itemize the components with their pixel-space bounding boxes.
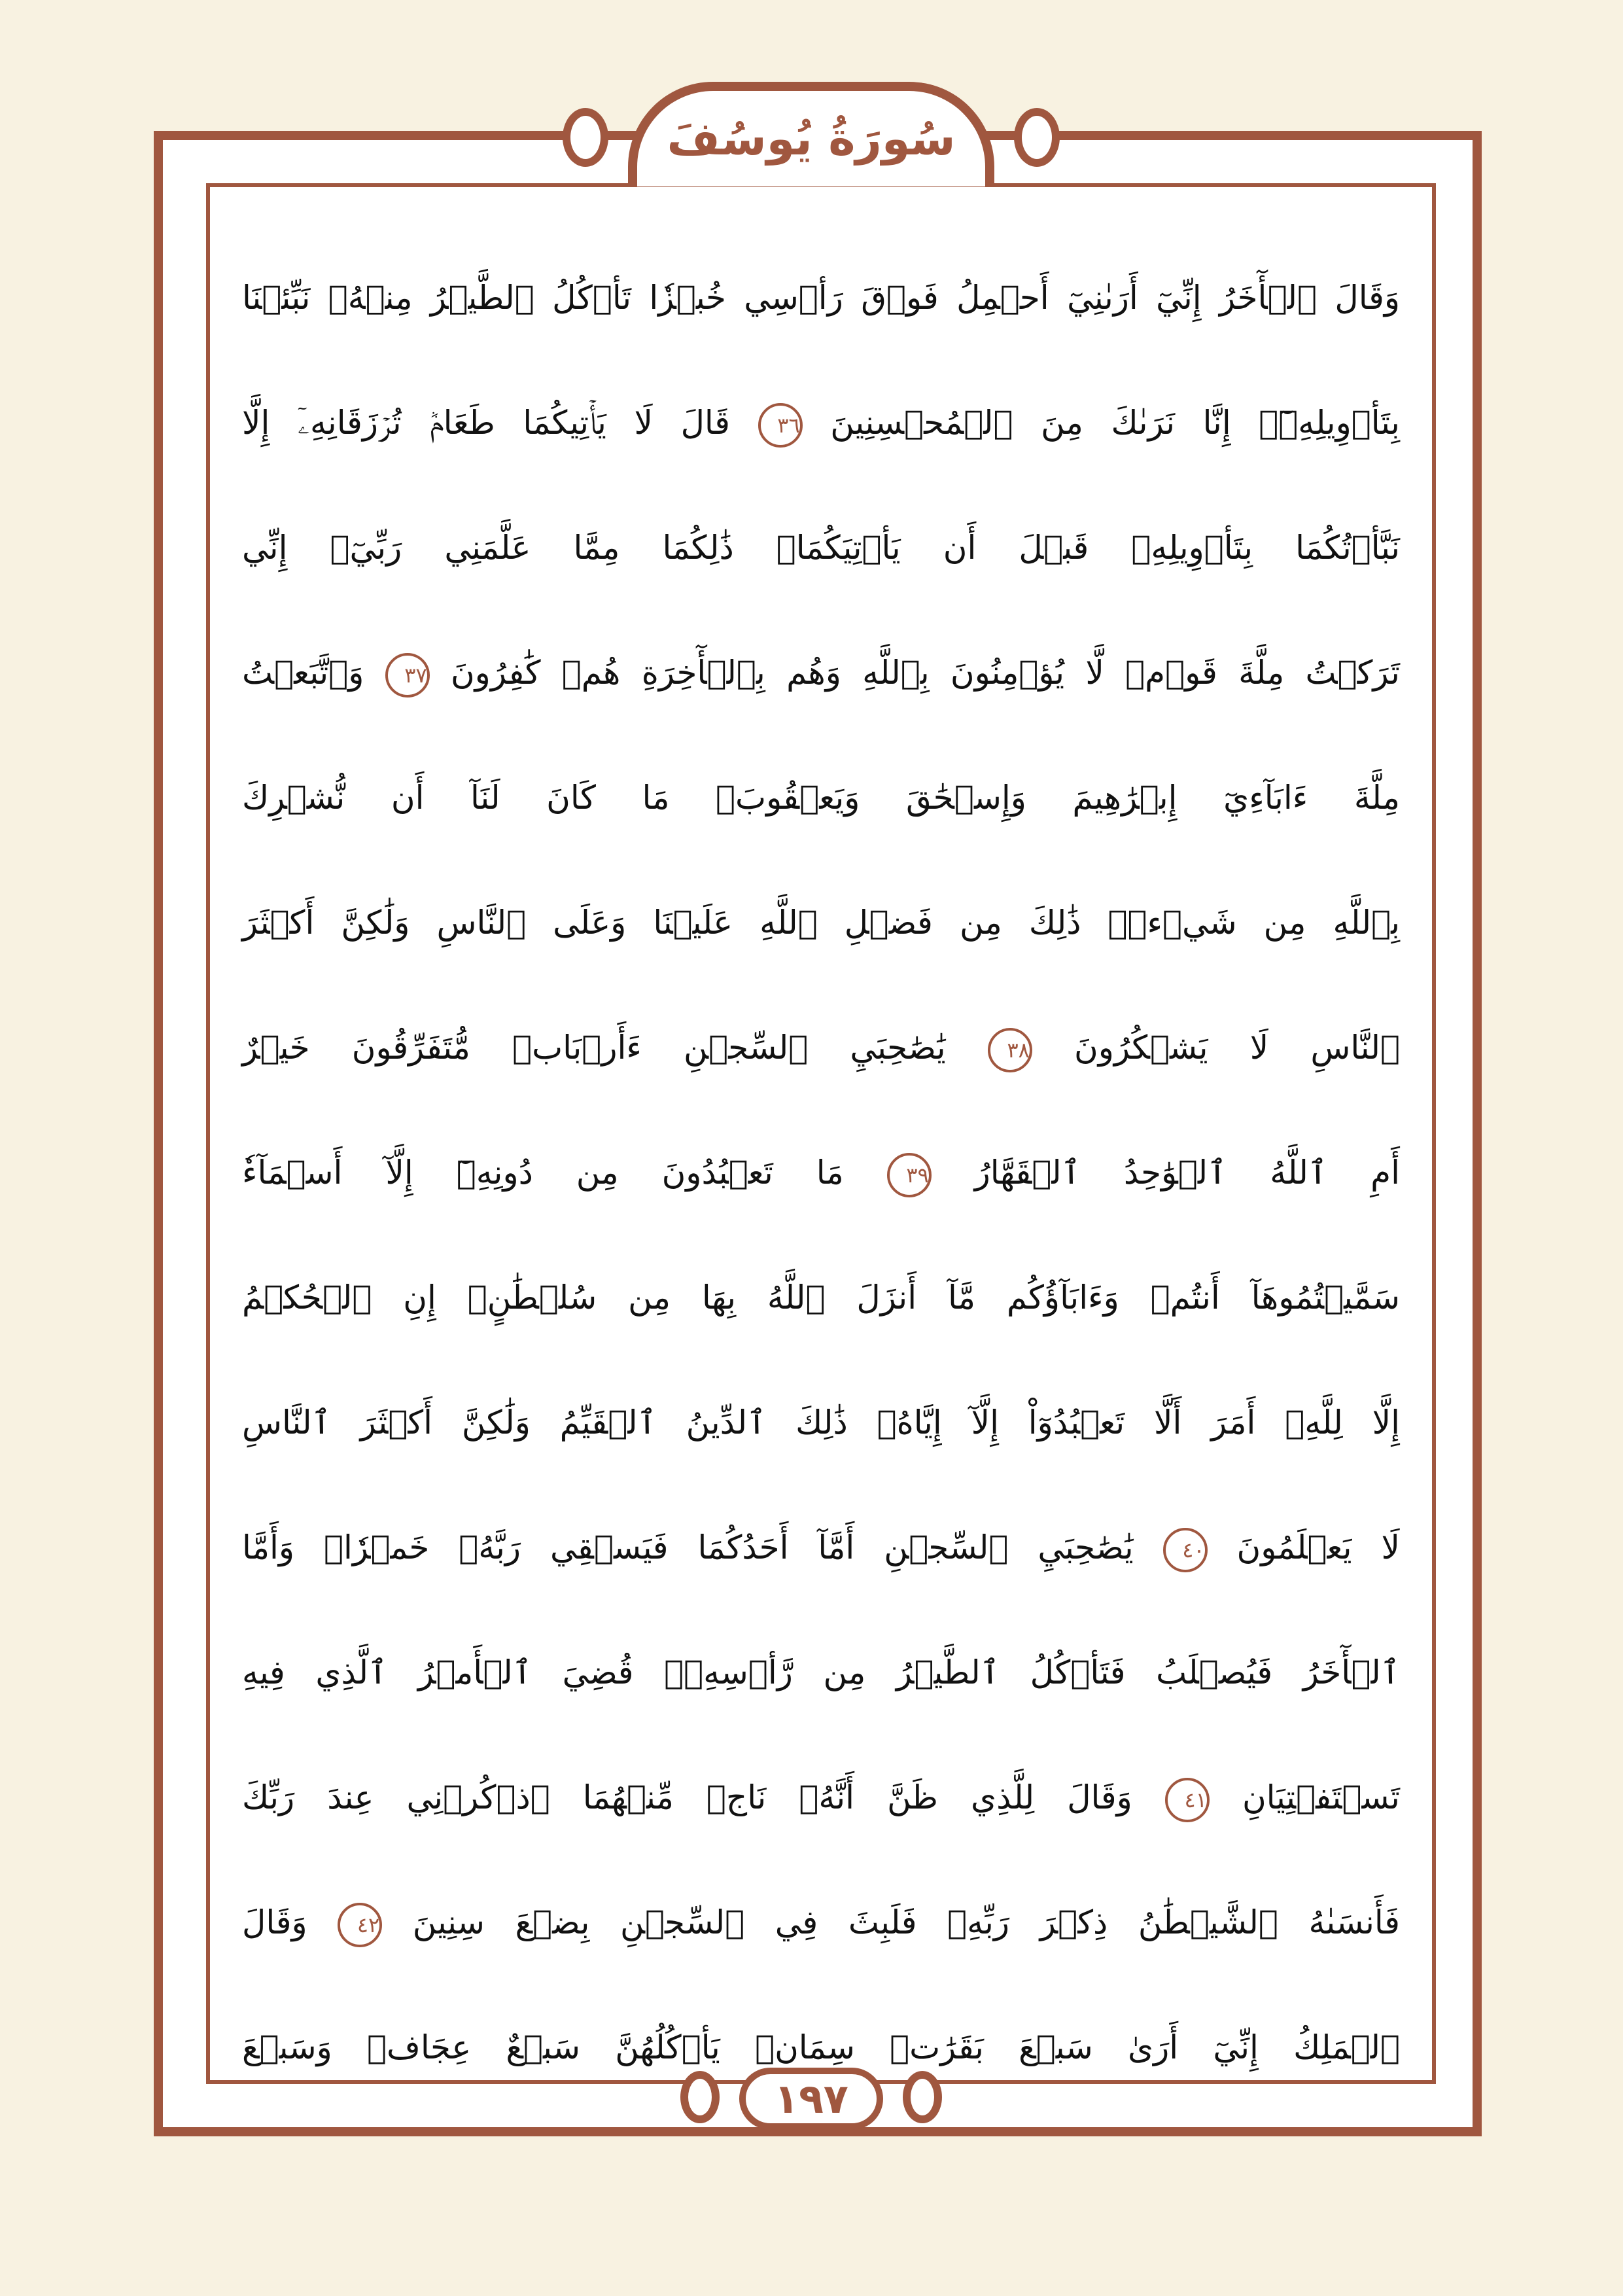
text-line xyxy=(242,610,1400,735)
page-text xyxy=(242,236,1400,2110)
line-text: تَسۡتَفۡتِيَانِ xyxy=(1242,1778,1400,1816)
line-text: ٱلۡمَلِكُ إِنِّيٓ أَرَىٰ سَبۡعَ بَقَرَٰتٖ سِمَانٖ يَأۡكُلُهُنَّ سَبۡعٌ عِجَافٞ وَسَبۡعَ xyxy=(242,2028,1400,2066)
text-line xyxy=(242,735,1400,860)
line-text: وَقَالَ xyxy=(242,1903,307,1941)
line-text: أَمِ ٱللَّهُ ٱلۡوَٰحِدُ ٱلۡقَهَّارُ xyxy=(974,1154,1400,1192)
page-ornament-left xyxy=(680,2071,720,2123)
ayah-number-marker: ٣٩ xyxy=(887,1153,932,1197)
ayah-number-marker: ٣٨ xyxy=(988,1028,1032,1072)
text-line xyxy=(242,486,1400,610)
surah-title: سُورَةُ يُوسُفَ xyxy=(667,112,956,166)
line-text: بِتَأۡوِيلِهِۦٓۖ إِنَّا نَرَىٰكَ مِنَ ٱلۡمُحۡسِنِينَ xyxy=(830,404,1400,442)
text-line xyxy=(242,361,1400,486)
ornament-left xyxy=(563,108,608,167)
line-text: فَأَنسَىٰهُ ٱلشَّيۡطَٰنُ ذِكۡرَ رَبِّهِۦ فَلَبِثَ فِي ٱلسِّجۡنِ بِضۡعَ سِنِينَ xyxy=(412,1903,1400,1941)
line-text: سَمَّيۡتُمُوهَآ أَنتُمۡ وَءَابَآؤُكُم مَّآ أَنزَلَ ٱللَّهُ بِهَا مِن سُلۡطَٰنٍۚ إِنِ ٱلۡحُكۡمُ xyxy=(242,1279,1400,1316)
line-text: بِٱللَّهِ مِن شَيۡءٖۚ ذَٰلِكَ مِن فَضۡلِ ٱللَّهِ عَلَيۡنَا وَعَلَى ٱلنَّاسِ وَلَٰكِنَّ أَكۡثَرَ xyxy=(242,904,1400,942)
line-text: مِلَّةَ ءَابَآءِيٓ إِبۡرَٰهِيمَ وَإِسۡحَٰقَ وَيَعۡقُوبَۚ مَا كَانَ لَنَآ أَن نُّشۡرِكَ xyxy=(242,779,1400,817)
line-text: إِلَّا لِلَّهِۚ أَمَرَ أَلَّا تَعۡبُدُوٓاْ إِلَّآ إِيَّاهُۚ ذَٰلِكَ ٱلدِّينُ ٱلۡقَيِّمُ وَلَٰكِنَّ أَكۡثَرَ ٱلنَّاسِ xyxy=(242,1404,1400,1441)
line-text: ٱلۡأٓخَرُ فَيُصۡلَبُ فَتَأۡكُلُ ٱلطَّيۡرُ مِن رَّأۡسِهِۦۚ قُضِيَ ٱلۡأَمۡرُ ٱلَّذِي فِيهِ xyxy=(242,1653,1400,1691)
line-text: قَالَ لَا يَأۡتِيكُمَا طَعَامٞ تُرۡزَقَانِهِۦٓ إِلَّا xyxy=(242,404,731,442)
ayah-number-marker: ٤١ xyxy=(1165,1778,1210,1822)
ornament-right xyxy=(1014,108,1060,167)
ayah-number-marker: ٣٧ xyxy=(385,653,430,698)
text-line xyxy=(242,1110,1400,1235)
line-text: تَرَكۡتُ مِلَّةَ قَوۡمٖ لَّا يُؤۡمِنُونَ بِٱللَّهِ وَهُم بِٱلۡأٓخِرَةِ هُمۡ كَٰفِرُونَ xyxy=(450,654,1400,692)
line-text: مَا تَعۡبُدُونَ مِن دُونِهِۦٓ إِلَّآ أَسۡمَآءٗ xyxy=(242,1154,844,1192)
line-text: نَبَّأۡتُكُمَا بِتَأۡوِيلِهِۦ قَبۡلَ أَن يَأۡتِيَكُمَاۚ ذَٰلِكُمَا مِمَّا عَلَّمَنِي رَبِّيٓۚ إِنِّي xyxy=(242,529,1400,567)
text-line xyxy=(242,236,1400,361)
ayah-number-marker: ٤٠ xyxy=(1163,1528,1208,1572)
text-line xyxy=(242,1360,1400,1485)
text-line xyxy=(242,1235,1400,1360)
line-text: وَقَالَ لِلَّذِي ظَنَّ أَنَّهُۥ نَاجٖ مِّنۡهُمَا ٱذۡكُرۡنِي عِندَ رَبِّكَ xyxy=(242,1778,1132,1816)
line-text: يَٰصَٰحِبَيِ ٱلسِّجۡنِ ءَأَرۡبَابٞ مُّتَفَرِّقُونَ خَيۡرٌ xyxy=(242,1029,946,1067)
page-number: ١٩٧ xyxy=(739,2068,883,2130)
text-line xyxy=(242,1860,1400,1985)
text-line xyxy=(242,1485,1400,1610)
line-text: ٱلنَّاسِ لَا يَشۡكُرُونَ xyxy=(1073,1029,1400,1067)
text-line xyxy=(242,1610,1400,1735)
ayah-number-marker: ٤٢ xyxy=(338,1903,382,1947)
text-line xyxy=(242,1735,1400,1860)
page-ornament-right xyxy=(903,2071,942,2123)
line-text: لَا يَعۡلَمُونَ xyxy=(1236,1528,1400,1566)
text-line xyxy=(242,985,1400,1110)
line-text: وَٱتَّبَعۡتُ xyxy=(242,654,364,692)
ayah-number-marker: ٣٦ xyxy=(758,403,803,448)
surah-header xyxy=(628,82,994,186)
line-text: يَٰصَٰحِبَيِ ٱلسِّجۡنِ أَمَّآ أَحَدُكُمَا فَيَسۡقِي رَبَّهُۥ خَمۡرٗاۖ وَأَمَّا xyxy=(242,1528,1134,1566)
text-line xyxy=(242,860,1400,985)
line-text: وَقَالَ ٱلۡأٓخَرُ إِنِّيٓ أَرَىٰنِيٓ أَحۡمِلُ فَوۡقَ رَأۡسِي خُبۡزٗا تَأۡكُلُ ٱلطَّيۡرُ مِنۡهُۖ نَبِّئۡنَا xyxy=(242,279,1400,317)
